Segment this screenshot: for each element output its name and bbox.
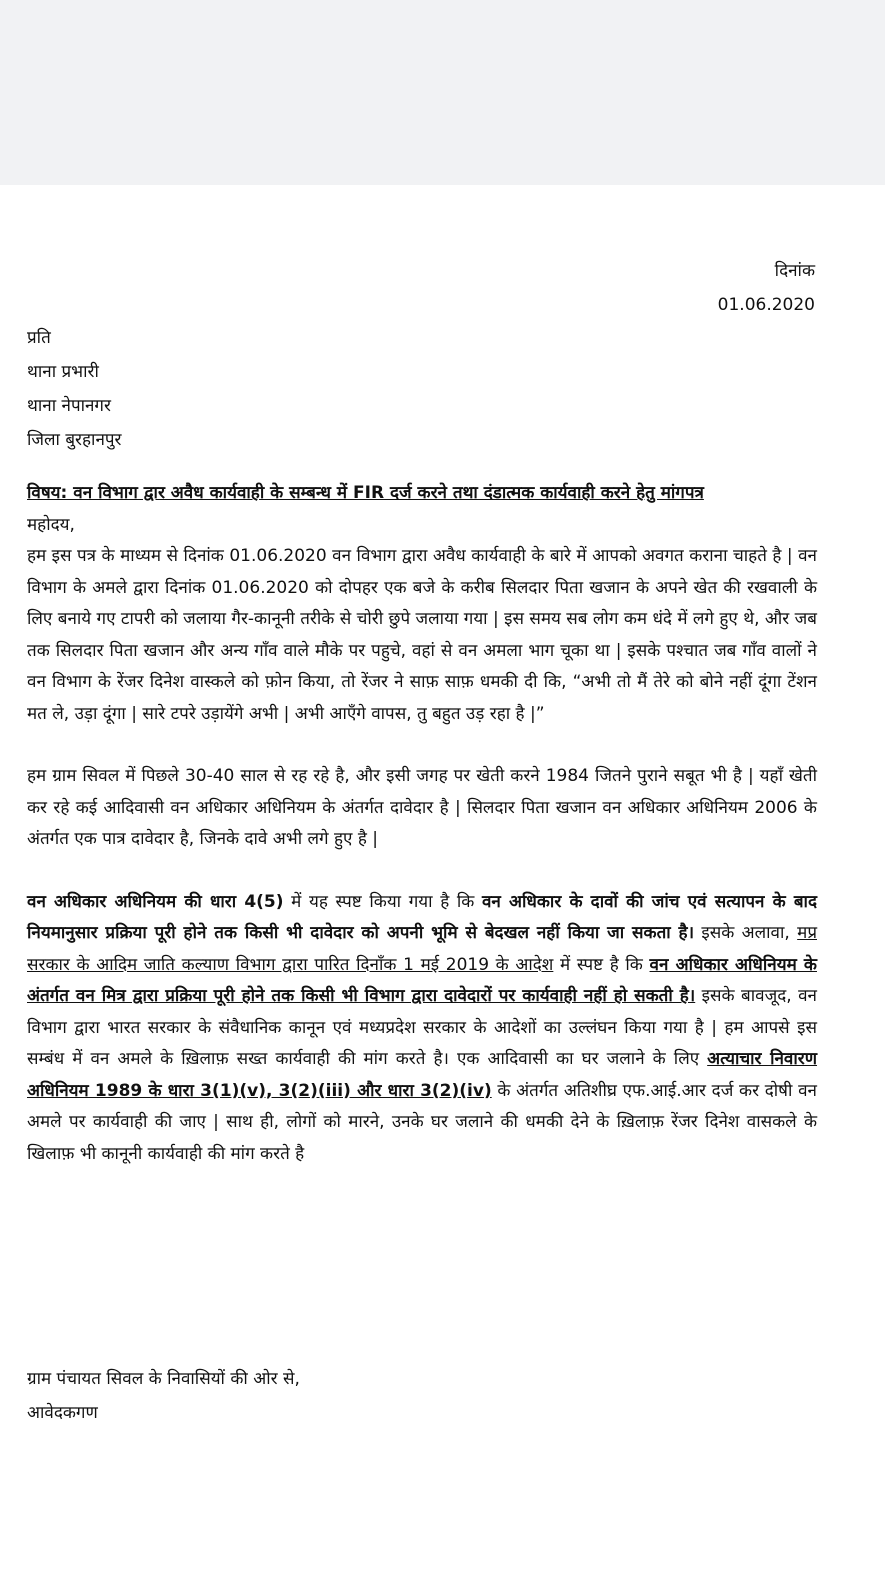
date-label: दिनांक	[774, 261, 815, 281]
recipient-line-1: थाना प्रभारी	[27, 362, 99, 382]
paragraph-3-text: इसके अलावा,	[694, 923, 798, 943]
paragraph-2: हम ग्राम सिवल में पिछले 30-40 साल से रह रहे है, और इसी जगह पर खेती करने 1984 जितने पुराने सबूत भी है | यहाँ खेती कर रहे कई आदिवासी वन अधिकार अधिनियम के अंतर्गत दावेदार है | सिलदार पिता खजान वन अधिकार अधिनियम 2006 के अंतर्गत एक पात्र दावेदार है, जिनके दावे अभी लगे हुए है |	[27, 766, 817, 849]
recipient-address	[27, 321, 121, 457]
recipient-prefix: प्रति	[27, 328, 51, 348]
eviction-clause: वन अधिकार के दावों की जांच एवं सत्यापन के बाद नियमानुसार प्रक्रिया पूरी होने तक किसी भी दावेदार को अपनी भूमि से बेदखल नहीं किया जा सकता है।	[27, 891, 817, 943]
paragraph-gap	[27, 730, 817, 761]
recipient-line-2: थाना नेपानगर	[27, 396, 111, 416]
paragraph-gap	[27, 856, 817, 887]
subject-line: विषय: वन विभाग द्वार अवैध कार्यवाही के सम्बन्ध में FIR दर्ज करने तथा दंडात्मक कार्यवाही करने हेतु मांगपत्र	[27, 483, 704, 503]
order-clause: वन अधिकार अधिनियम के अंतर्गत वन मित्र द्वारा प्रक्रिया पूरी होने तक किसी भी विभाग द्वारा दावेदारों पर कार्यवाही नहीं हो सकती है।	[27, 954, 817, 1006]
recipient-line-3: जिला बुरहानपुर	[27, 430, 122, 450]
closing-signature: आवेदकगण	[27, 1403, 98, 1423]
paragraph-3-text: इसके बावजूद, वन विभाग द्वारा भारत सरकार के संवैधानिक कानून एवं मध्यप्रदेश सरकार के आदेशों का उल्लंघन किया गया है | हम आपसे इस सम्बंध में वन अमले के ख़िलाफ़ सख्त कार्यवाही की मांग करते है। एक आदिवासी का घर जलाने के लिए	[27, 986, 817, 1069]
paragraph-3	[27, 887, 817, 1171]
date-block	[718, 254, 815, 322]
viewer-top-bar	[0, 0, 885, 185]
paragraph-1: हम इस पत्र के माध्यम से दिनांक 01.06.2020 वन विभाग द्वारा अवैध कार्यवाही के बारे में आपको अवगत कराना चाहते है | वन विभाग के अमले द्वारा दिनांक 01.06.2020 को दोपहर एक बजे के करीब सिलदार पिता खजान के अपने खेत की रखवाली के लिए बनाये गए टापरी को जलाया गैर-कानूनी तरीके से चोरी छुपे जलाया गया | इस समय सब लोग कम धंदे में लगे हुए थे, और जब तक सिलदार पिता खजान और अन्य गाँव वाले मौके पर पहुचे, वहां से वन अमला भाग चूका था | इसके पश्चात जब गाँव वालों ने वन विभाग के रेंजर दिनेश वास्कले को फ़ोन किया, तो रेंजर ने साफ़ साफ़ धमकी दी कि, “अभी तो मैं तेरे को बोने नहीं दूंगा टेंशन मत ले, उड़ा दूंगा | सारे टपरे उड़ायेंगे अभी | अभी आएँगे वापस, तु बहुत उड़ रहा है |”	[27, 546, 817, 724]
paragraph-3-text: के अंतर्गत अतिशीघ्र एफ.आई.आर दर्ज कर दोषी वन अमले पर कार्यवाही की जाए | साथ ही, लोगों को मारने, उनके घर जलाने की धमकी देने के ख़िलाफ़ रेंजर दिनेश वासकले के खिलाफ़ भी कानूनी कार्यवाही की मांग करते है	[27, 1080, 817, 1164]
act-section-reference: वन अधिकार अधिनियम की धारा 4(5)	[27, 891, 284, 912]
salutation: महोदय,	[27, 514, 75, 535]
paragraph-3-text: में स्पष्ट है कि	[553, 954, 650, 975]
government-order-reference: मप्र सरकार के आदिम जाति कल्याण विभाग द्वारा पारित दिनाँक 1 मई 2019 के आदेश	[27, 923, 817, 975]
date-value: 01.06.2020	[717, 295, 815, 315]
letter-body	[27, 478, 817, 1170]
closing-line-1: ग्राम पंचायत सिवल के निवासियों की ओर से,	[27, 1369, 300, 1389]
closing-block	[27, 1362, 300, 1430]
paragraph-3-text: में यह स्पष्ट किया गया है कि	[283, 891, 482, 912]
atrocities-act-reference: अत्याचार निवारण अधिनियम 1989 के धारा 3(1)(v), 3(2)(iii) और धारा 3(2)(iv)	[27, 1049, 818, 1101]
